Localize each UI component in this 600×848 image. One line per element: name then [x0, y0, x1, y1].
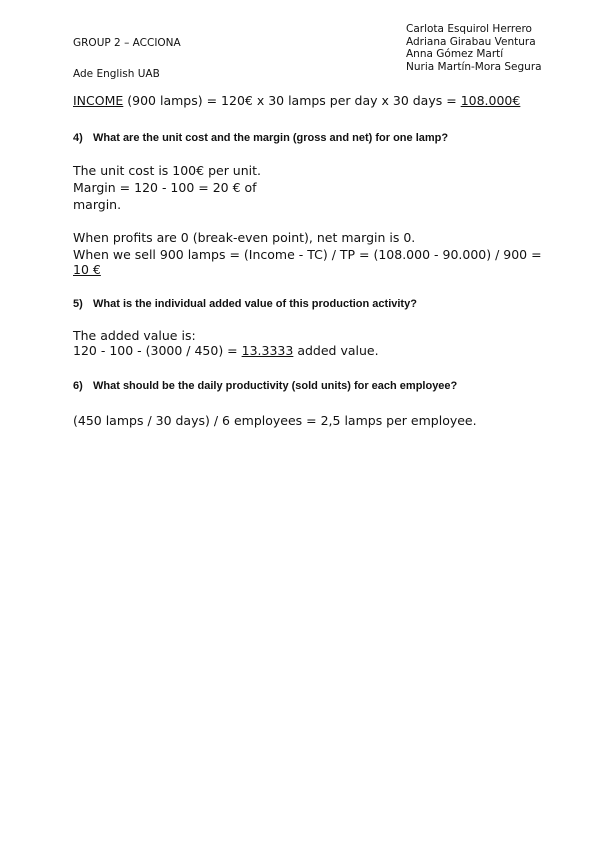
income-label: INCOME — [73, 93, 124, 108]
question-number: 5) — [73, 298, 83, 310]
course-name: Ade English UAB — [73, 68, 160, 80]
question-5 — [73, 297, 417, 311]
answer-line: The added value is: — [73, 328, 196, 343]
question-number: 4) — [73, 132, 83, 144]
answer-line — [73, 262, 101, 278]
answer-line: (450 lamps / 30 days) / 6 employees = 2,5 lamps per employee. — [73, 413, 477, 428]
income-result: 108.000€ — [460, 93, 521, 108]
author-name: Carlota Esquirol Herrero — [406, 23, 532, 35]
answer-line: The unit cost is 100€ per unit. — [73, 163, 261, 178]
author-name: Adriana Girabau Ventura — [406, 35, 536, 48]
question-text: What is the individual added value of this production activity? — [93, 298, 417, 310]
question-4 — [73, 131, 448, 145]
answer-line: When profits are 0 (break-even point), net margin is 0. — [73, 230, 416, 245]
question-text: What are the unit cost and the margin (gross and net) for one lamp? — [93, 132, 449, 144]
question-6 — [73, 379, 457, 393]
question-number: 6) — [73, 380, 83, 392]
author-name: Anna Gómez Martí — [406, 48, 504, 60]
author-name: Nuria Martín-Mora Segura — [406, 60, 542, 73]
author-list — [406, 23, 556, 93]
answer-line: margin. — [73, 197, 122, 212]
answer-expression: 120 - 100 - (3000 / 450) = — [73, 343, 242, 358]
question-text: What should be the daily productivity (sold units) for each employee? — [93, 380, 458, 392]
income-expression: (900 lamps) = 120€ x 30 lamps per day x 30 days = — [123, 93, 461, 108]
income-line — [73, 93, 520, 109]
group-name: GROUP 2 – ACCIONA — [73, 37, 181, 49]
answer-line: When we sell 900 lamps = (Income - TC) / TP = (108.000 - 90.000) / 900 = — [73, 247, 542, 262]
answer-line — [73, 343, 379, 359]
answer-result: 10 € — [73, 262, 101, 277]
answer-suffix: added value. — [293, 343, 379, 358]
answer-result: 13.3333 — [241, 343, 294, 358]
answer-line: Margin = 120 - 100 = 20 € of — [73, 180, 257, 195]
